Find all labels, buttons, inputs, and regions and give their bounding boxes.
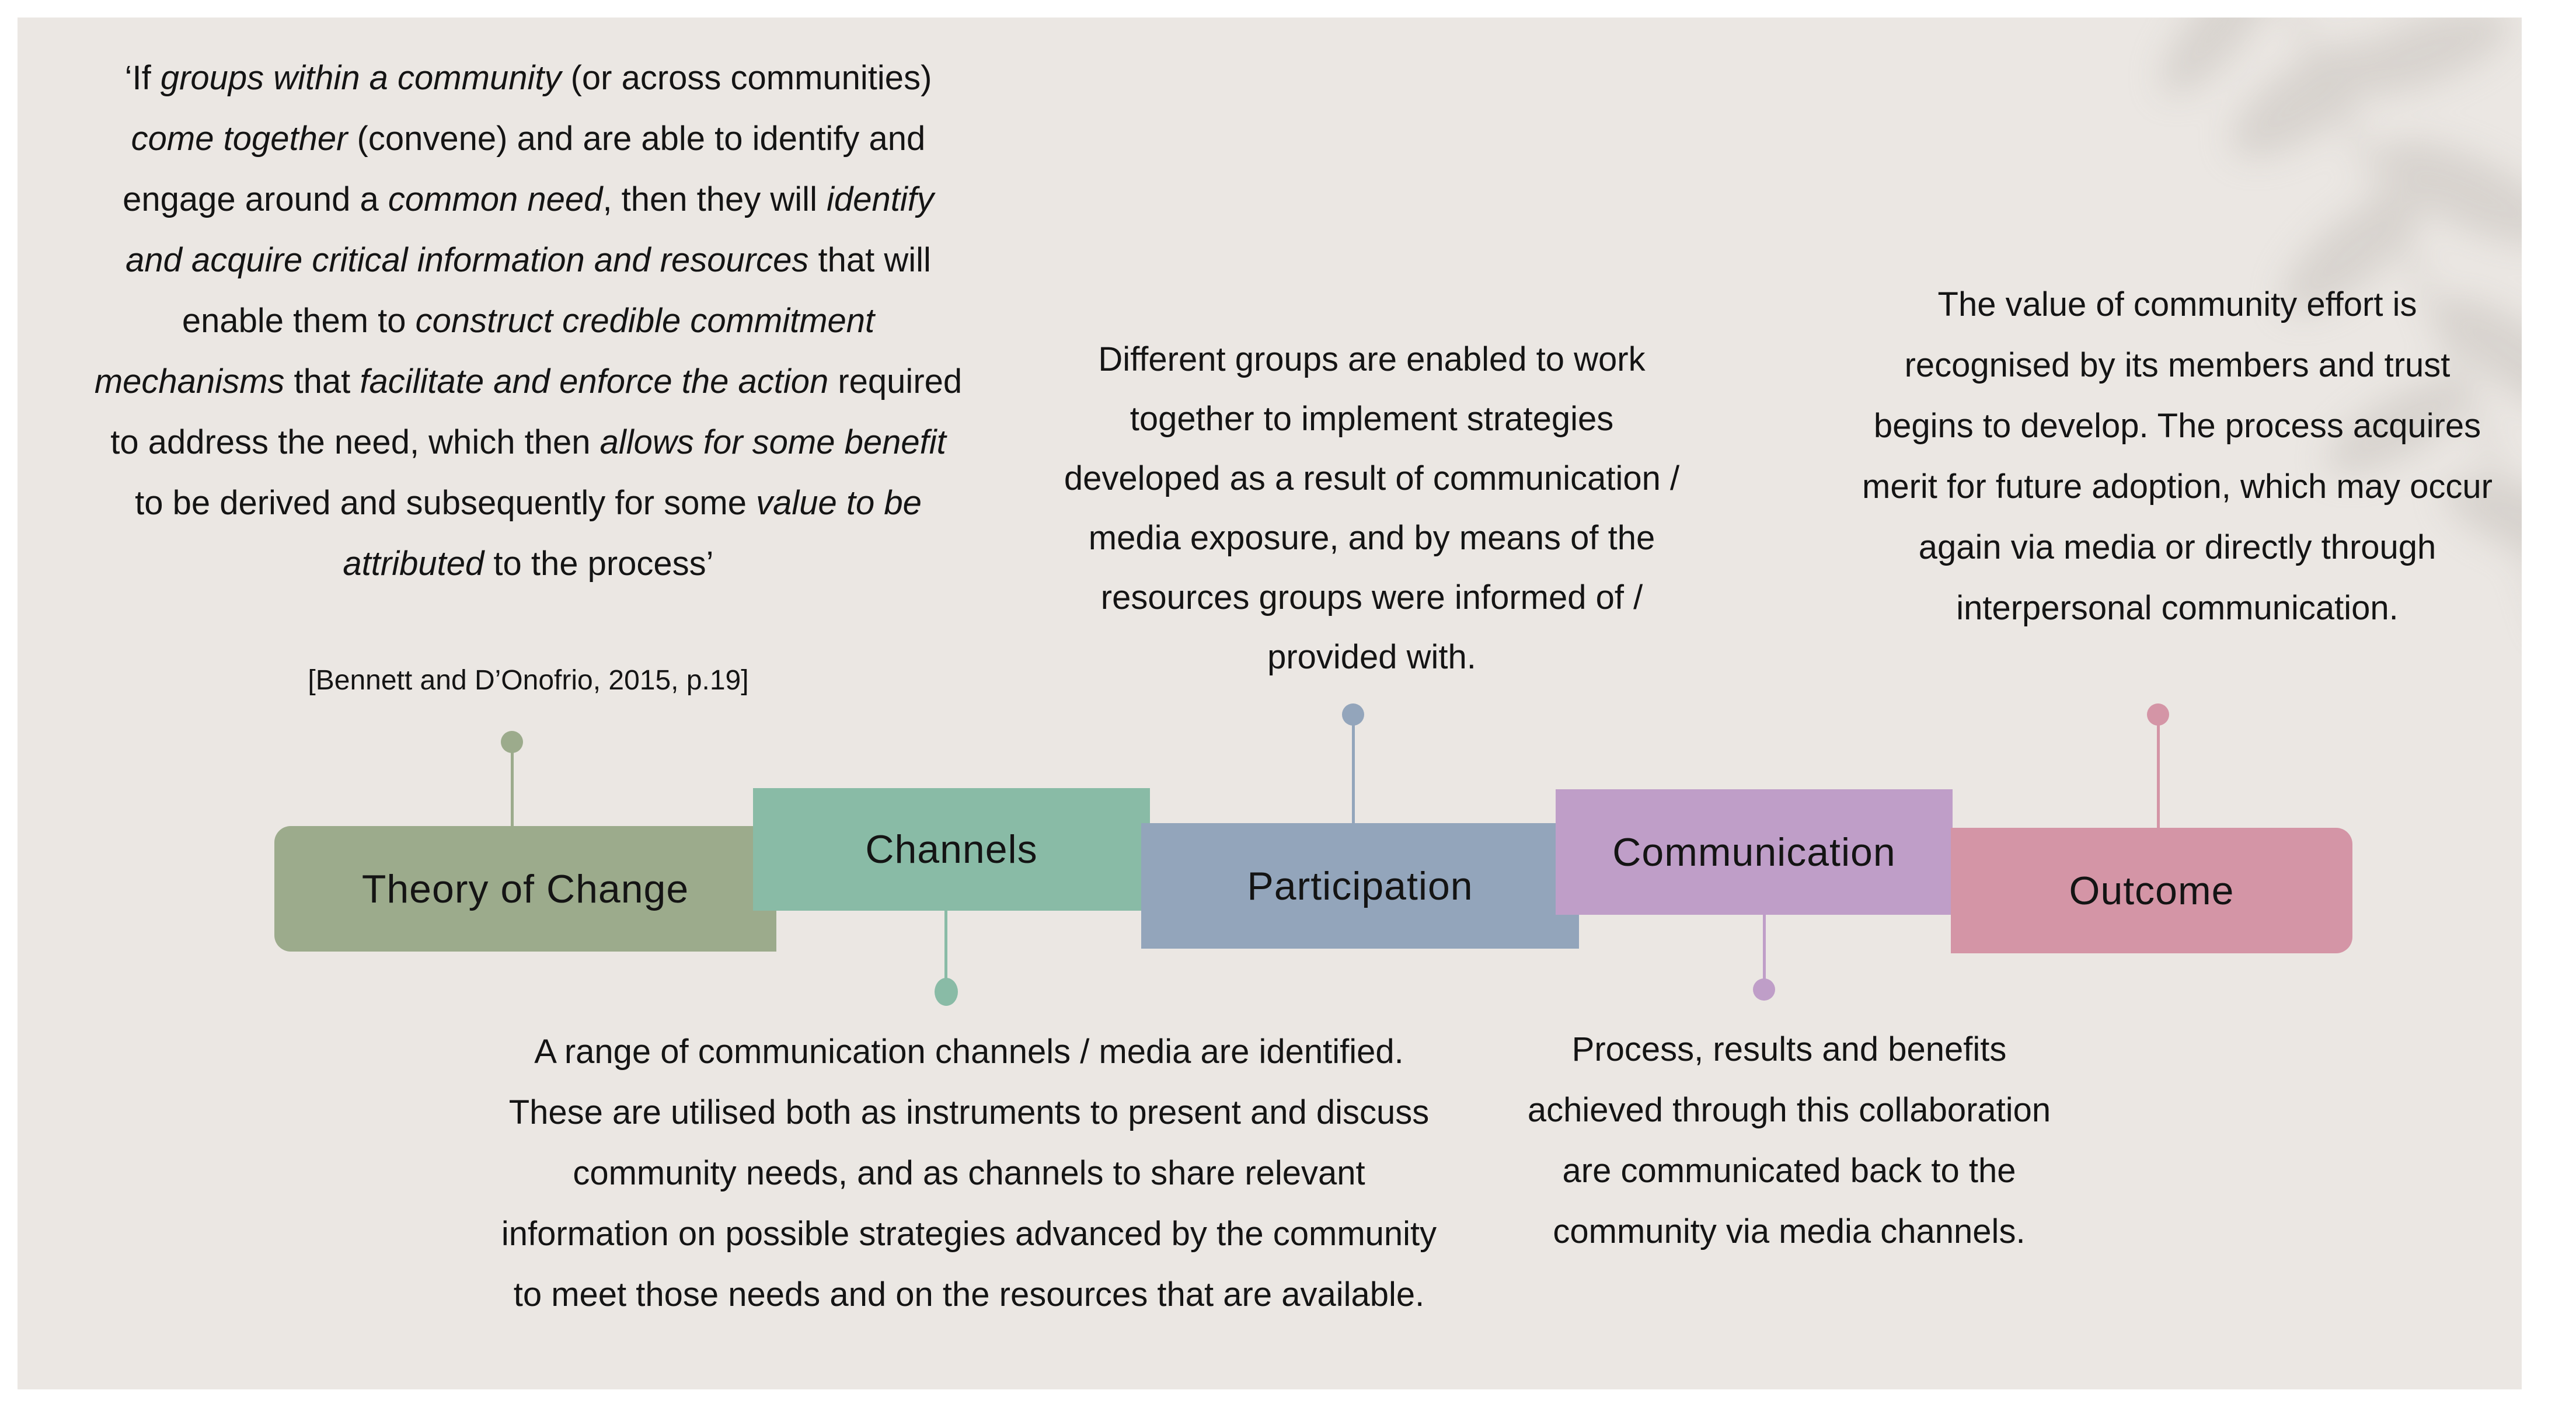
stage-label: Channels [865, 827, 1038, 872]
quote-citation: [Bennett and D’Onofrio, 2015, p.19] [308, 665, 749, 696]
participation-connector [1352, 715, 1355, 826]
stage-outcome [1951, 828, 2352, 953]
channels-connector [944, 910, 947, 988]
channels-dot [935, 978, 958, 1006]
diagram-panel [18, 18, 2522, 1389]
stage-communication [1556, 789, 1953, 915]
outcome-connector [2157, 715, 2160, 829]
outcome-dot [2147, 703, 2169, 726]
stage-theory-of-change [274, 826, 776, 952]
channels-description: A range of communication channels / media are identified. These are utilised both as instruments to present and discuss community needs, and as channels to share relevant information on possible strategies advanced by the community to meet those needs and on the resources that are available. [501, 1033, 1437, 1314]
communication-description: Process, results and benefits achieved through this collaboration are communicated back to the community via media channels. [1527, 1030, 2051, 1250]
stage-label: Outcome [2069, 868, 2235, 913]
participation-description: Different groups are enabled to work together to implement strategies developed as a result of communication / media exposure, and by means of the resources groups were informed of / provided with. [1064, 340, 1680, 676]
stage-participation [1141, 823, 1579, 949]
stage-channels [753, 788, 1150, 911]
participation-dot [1342, 703, 1364, 726]
stage-label: Theory of Change [361, 866, 689, 911]
stage-label: Communication [1612, 830, 1896, 875]
theory-of-change-quote: ‘If groups within a community (or across communities) come together (convene) and are able to identify and engage around a common need, then they will identify and acquire critical information and resources that will enable them to construct credible commitment mechanisms that facilitate and enforce the action required to address the need, which then allows for some benefit to be derived and subsequently for some value to be attributed to the process’ [94, 59, 963, 583]
outcome-description: The value of community effort is recognised by its members and trust begins to develop. The process acquires merit for future adoption, which may occur again via media or directly through interpersonal communication. [1862, 285, 2493, 627]
theory-of-change-connector [511, 743, 514, 829]
communication-dot [1753, 978, 1775, 1001]
stage-label: Participation [1247, 863, 1473, 908]
theory-of-change-dot [501, 731, 523, 753]
communication-connector [1763, 914, 1766, 988]
